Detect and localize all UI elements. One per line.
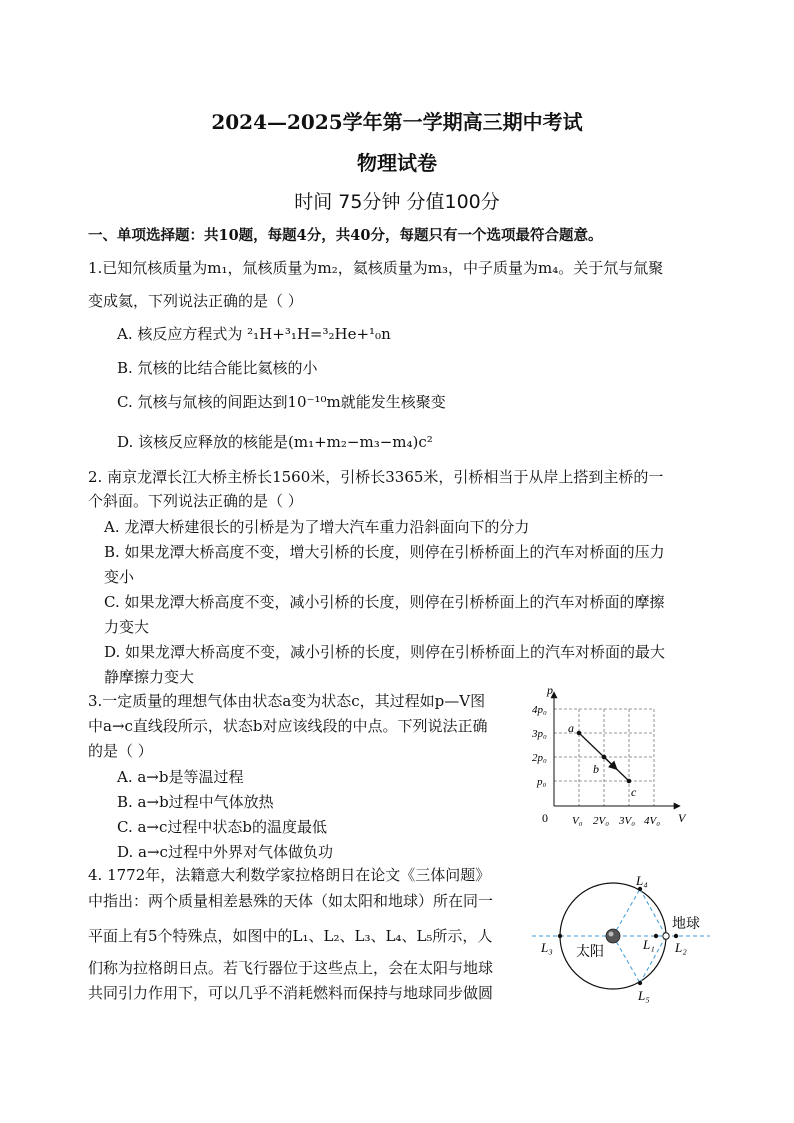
earth-label: 地球 [672,917,700,932]
q1-option-d: D. 该核反应释放的核能是(m₁+m₂−m₃−m₄)c² [117,433,433,451]
pv-graph [530,684,690,834]
sun-icon [606,929,620,943]
pv-xtick: V₀ [572,815,583,827]
pv-direction-arrow [604,757,617,770]
l1-label: L₁ [643,937,655,952]
exam-title: 2024—2025学年第一学期高三期中考试 [211,110,583,134]
q2-option-c-line1: C. 如果龙潭大桥高度不变，减小引桥的长度，则停在引桥桥面上的汽车对桥面的摩擦 [104,593,665,611]
earth-icon [663,933,669,939]
l4-label: L₄ [636,873,648,888]
section-heading: 一、单项选择题：共10题，每题4分，共40分，每题只有一个选项最符合题意。 [88,227,603,244]
l5-point [638,981,642,985]
pv-x-label: V [678,811,686,825]
l5-label: L₅ [638,988,650,1003]
q2-option-a: A. 龙潭大桥建很长的引桥是为了增大汽车重力沿斜面向下的分力 [104,518,530,536]
q4-line3: 平面上有5个特殊点，如图中的L₁、L₂、L₃、L₄、L₅所示，人 [88,927,493,945]
time-info: 时间 75分钟 分值100分 [294,191,500,213]
pv-y-label: p [547,684,553,697]
l3-label: L₃ [541,940,553,955]
sun-label: 太阳 [576,945,604,960]
q1-option-b: B. 氘核的比结合能比氦核的小 [117,359,318,377]
pv-origin: 0 [542,811,548,825]
q3-option-a: A. a→b是等温过程 [117,768,244,786]
l2-point [674,934,678,938]
pv-xtick: 2V₀ [593,815,610,827]
q4-line5: 共同引力作用下，可以几乎不消耗燃料而保持与地球同步做圆 [88,984,494,1002]
q4-line4: 们称为拉格朗日点。若飞行器位于这些点上，会在太阳与地球 [88,959,494,977]
q3-option-d: D. a→c过程中外界对气体做负功 [117,843,333,861]
q2-option-c-line2: 力变大 [104,618,150,636]
pv-label-b: b [593,762,599,776]
q3-stem-line1: 3.一定质量的理想气体由状态a变为状态c，其过程如p—V图 [88,692,486,710]
l2-label: L₂ [675,940,687,955]
pv-point-c [627,779,632,784]
lagrange-figure [530,868,714,1008]
q3-option-c: C. a→c过程中状态b的温度最低 [117,818,327,836]
q1-option-c: C. 氘核与氚核的间距达到10⁻¹⁰m就能发生核聚变 [117,393,446,411]
q2-option-b-line2: 变小 [104,568,135,586]
pv-ytick: 4p₀ [532,704,547,716]
q4-line2: 中指出：两个质量相差悬殊的天体（如太阳和地球）所在同一 [88,892,494,910]
q2-option-d-line1: D. 如果龙潭大桥高度不变，减小引桥的长度，则停在引桥桥面上的汽车对桥面的最大 [104,643,666,661]
q1-stem-line1: 1.已知氘核质量为m₁，氚核质量为m₂，氦核质量为m₃，中子质量为m₄。关于氘与氚聚 [88,259,664,277]
pv-xtick: 3V₀ [619,815,636,827]
q1-option-a: A. 核反应方程式为 ²₁H+³₁H=³₂He+¹₀n [117,325,391,343]
pv-point-b [602,755,607,760]
pv-point-a [577,731,582,736]
pv-xtick: 4V₀ [644,815,661,827]
pv-label-c: c [631,785,637,799]
q2-stem-line1: 2. 南京龙潭长江大桥主桥长1560米，引桥长3365米，引桥相当于从岸上搭到主桥的一 [88,468,664,486]
q3-stem-line2: 中a→c直线段所示，状态b对应该线段的中点。下列说法正确 [88,717,488,735]
subject-title: 物理试卷 [357,151,437,175]
q2-stem-line2: 个斜面。下列说法正确的是（ ） [88,492,303,510]
l3-point [558,934,562,938]
q2-option-b-line1: B. 如果龙潭大桥高度不变，增大引桥的长度，则停在引桥桥面上的汽车对桥面的压力 [104,543,665,561]
q3-stem-line3: 的是（ ） [88,742,153,760]
sun-highlight [609,932,614,937]
q2-option-d-line2: 静摩擦力变大 [104,668,195,686]
pv-ytick: 2p₀ [532,752,547,764]
q4-line1: 4. 1772年，法籍意大利数学家拉格朗日在论文《三体问题》 [88,866,491,884]
q3-option-b: B. a→b过程中气体放热 [117,793,274,811]
pv-label-a: a [568,721,574,735]
pv-ytick: p₀ [537,776,547,788]
pv-ytick: 3p₀ [532,728,547,740]
q1-stem-line2: 变成氦，下列说法正确的是（ ） [88,292,303,310]
